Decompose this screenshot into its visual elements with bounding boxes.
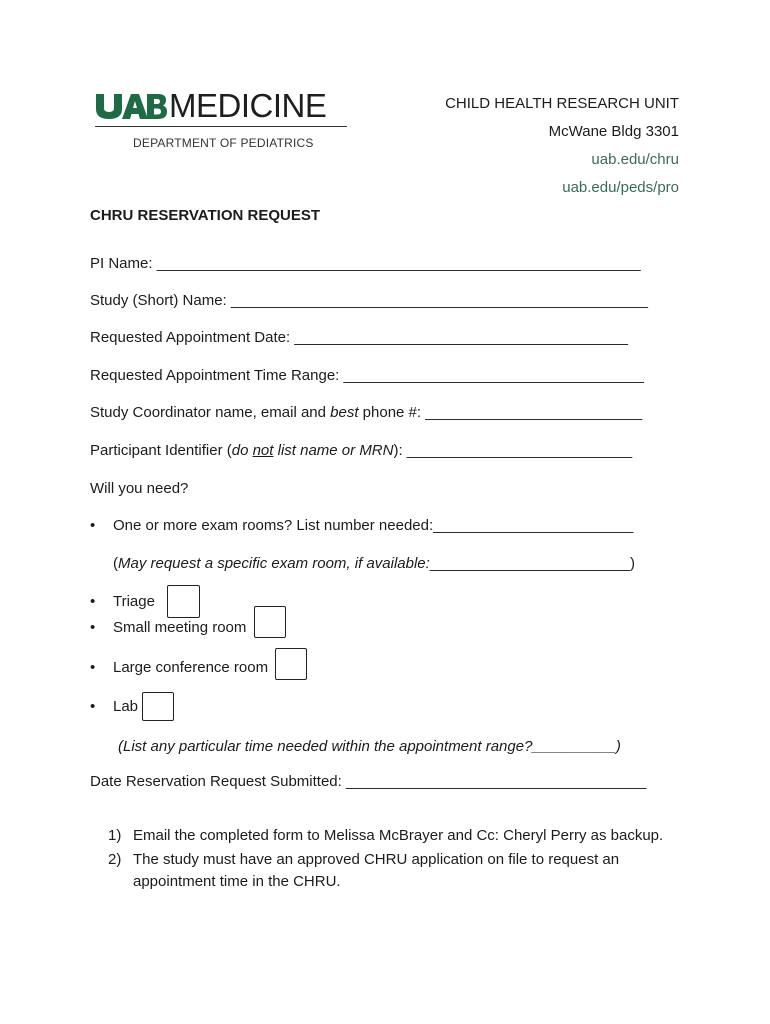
participant-blank[interactable]: ___________________________ — [406, 442, 633, 459]
participant-label-pre: Participant Identifier ( — [90, 442, 232, 459]
study-name-label: Study (Short) Name: — [90, 292, 231, 309]
pi-name-blank[interactable]: __________________________________________________________ — [156, 255, 641, 272]
time-note-blank[interactable]: __________ — [532, 738, 616, 755]
coordinator-field[interactable] — [90, 404, 642, 421]
time-note-text: (List any particular time needed within the appointment range? — [118, 738, 533, 755]
time-note-close: ) — [615, 738, 621, 755]
triage-checkbox[interactable] — [167, 585, 200, 618]
date-submitted-field[interactable] — [90, 773, 646, 790]
small-meeting-room-label: Small meeting room — [113, 618, 247, 636]
exam-rooms-item[interactable] — [90, 517, 633, 534]
appointment-date-label: Requested Appointment Date: — [90, 329, 295, 346]
time-note[interactable] — [118, 738, 621, 755]
bullet: • — [90, 517, 96, 534]
uab-medicine-logo — [95, 86, 355, 156]
coordinator-blank[interactable]: __________________________ — [425, 404, 643, 421]
pi-name-label: PI Name: — [90, 255, 157, 272]
lab-option[interactable] — [90, 692, 174, 721]
bullet: • — [90, 618, 96, 636]
large-conference-room-label: Large conference room — [113, 658, 269, 676]
header-link-peds[interactable]: uab.edu/peds/pro — [562, 179, 679, 196]
coordinator-label-best: best — [330, 404, 359, 421]
logo-wordmark — [95, 86, 326, 126]
exam-rooms-label: One or more exam rooms? List number needed: — [113, 517, 434, 534]
logo-divider — [95, 126, 347, 127]
instruction-number: 2) — [108, 851, 122, 868]
date-submitted-blank[interactable]: ____________________________________ — [345, 773, 647, 790]
instructions-list — [108, 825, 668, 895]
header-building: McWane Bldg 3301 — [548, 123, 679, 140]
instruction-item — [108, 825, 668, 847]
triage-label: Triage — [113, 593, 155, 610]
participant-label-not: not — [252, 442, 274, 459]
small-meeting-room-checkbox[interactable] — [254, 606, 286, 638]
will-you-need-heading: Will you need? — [90, 480, 189, 497]
lab-checkbox[interactable] — [142, 692, 174, 721]
instruction-item — [108, 849, 668, 893]
instruction-number: 1) — [108, 827, 122, 844]
instruction-text: Email the completed form to Melissa McBrayer and Cc: Cheryl Perry as backup. — [133, 827, 664, 844]
participant-label-mid: list name or MRN — [273, 442, 394, 459]
instruction-text: The study must have an approved CHRU application on file to request an appointment time in the CHRU. — [133, 851, 620, 890]
form-title: CHRU RESERVATION REQUEST — [90, 207, 321, 224]
triage-option[interactable] — [90, 585, 200, 618]
small-meeting-room-option[interactable] — [90, 616, 286, 638]
appointment-time-blank[interactable]: ____________________________________ — [343, 367, 644, 384]
study-name-blank[interactable]: __________________________________________________ — [230, 292, 649, 309]
logo-department: DEPARTMENT OF PEDIATRICS — [133, 136, 314, 150]
coordinator-label-pre: Study Coordinator name, email and — [90, 404, 331, 421]
appointment-date-field[interactable] — [90, 329, 628, 346]
bullet: • — [90, 593, 96, 610]
date-submitted-label: Date Reservation Request Submitted: — [90, 773, 346, 790]
exam-rooms-blank[interactable]: ________________________ — [433, 517, 634, 534]
participant-label-post: ): — [393, 442, 407, 459]
logo-medicine-text: MEDICINE — [169, 87, 327, 124]
large-conference-room-option[interactable] — [90, 654, 307, 680]
participant-id-field[interactable] — [90, 442, 632, 459]
pi-name-field[interactable] — [90, 255, 641, 272]
uab-logo-mark — [95, 91, 167, 121]
appointment-time-label: Requested Appointment Time Range: — [90, 367, 344, 384]
appointment-time-field[interactable] — [90, 367, 644, 384]
exam-room-note-close: ) — [630, 555, 636, 572]
bullet: • — [90, 658, 96, 676]
study-name-field[interactable] — [90, 292, 648, 309]
header-link-chru[interactable]: uab.edu/chru — [591, 151, 679, 168]
exam-room-note-text: May request a specific exam room, if available: — [118, 555, 430, 572]
exam-room-note-open: ( — [113, 555, 118, 572]
header-unit: CHILD HEALTH RESEARCH UNIT — [445, 95, 679, 112]
large-conference-room-checkbox[interactable] — [275, 648, 307, 680]
appointment-date-blank[interactable]: ________________________________________ — [294, 329, 629, 346]
exam-room-note-blank[interactable]: ________________________ — [429, 555, 631, 572]
participant-label-do: do — [231, 442, 253, 459]
exam-room-note[interactable] — [113, 555, 635, 572]
lab-label: Lab — [113, 698, 139, 715]
bullet: • — [90, 698, 96, 715]
coordinator-label-post: phone #: — [358, 404, 426, 421]
